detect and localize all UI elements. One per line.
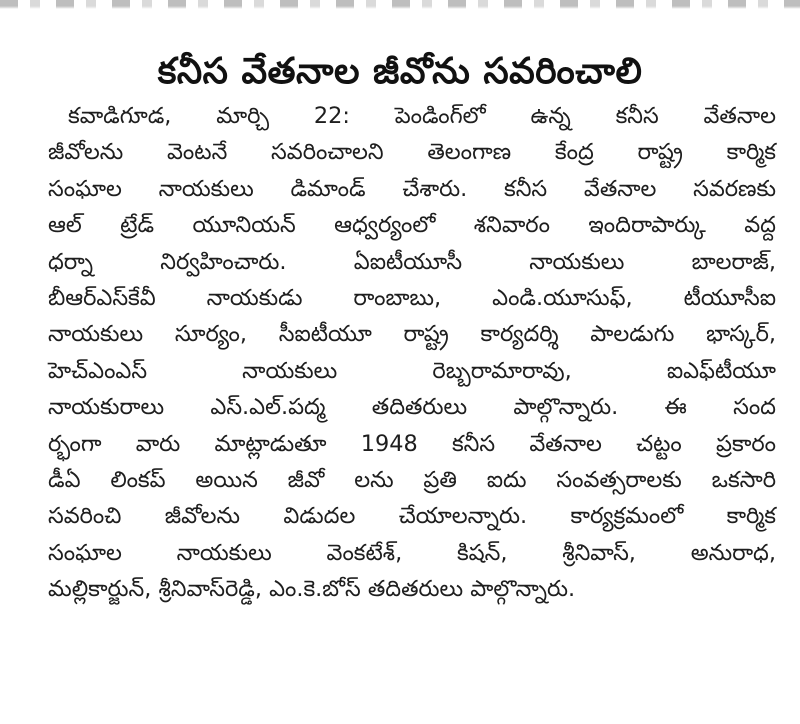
article-line: సంఘాల నాయకులు వెంకటేశ్, కిషన్, శ్రీనివాస్, అనురాధ, [48, 539, 776, 566]
article-headline: కనీస వేతనాల జీవోను సవరించాలి [157, 51, 643, 93]
article-line: కవాడిగూడ, మార్చి 22: పెండింగ్‌లో ఉన్న కనీస వేతనాల [68, 103, 776, 129]
article-line: ధర్నా నిర్వహించారు. ఏఐటీయూసీ నాయకులు బాలరాజ్, [48, 248, 776, 275]
article-line: సంఘాల నాయకులు డిమాండ్ చేశారు. కనీస వేతనాల సవరణకు [48, 175, 776, 202]
article-line: మల్లికార్జున్, శ్రీనివాస్‌రెడ్డి, ఎం.కె.బోస్ తదితరులు పాల్గొన్నారు. [48, 576, 576, 603]
clipped-previous-line [0, 0, 800, 14]
article-body [48, 98, 776, 607]
article-line: ర్భంగా వారు మాట్లాడుతూ 1948 కనీస వేతనాల చట్టం ప్రకారం [48, 430, 776, 457]
article-line: నాయకులు సూర్యం, సీఐటీయూ రాష్ట్ర కార్యదర్శి పాలడుగు భాస్కర్, [48, 321, 776, 348]
article-line: బీఆర్ఎస్‌కేవీ నాయకుడు రాంబాబు, ఎండి.యూసుఫ్, టీయూసీఐ [48, 284, 776, 311]
article-line: ఆల్ ట్రేడ్ యూనియన్ ఆధ్వర్యంలో శనివారం ఇందిరాపార్కు వద్ద [48, 212, 776, 239]
article-line: నాయకురాలు ఎస్.ఎల్.పద్మ తదితరులు పాల్గొన్నారు. ఈ సంద [48, 394, 776, 421]
article-line: సవరించి జీవోలను విడుదల చేయాలన్నారు. కార్యక్రమంలో కార్మిక [48, 503, 776, 530]
article-line: జీవోలను వెంటనే సవరించాలని తెలంగాణ కేంద్ర రాష్ట్ర కార్మిక [48, 139, 776, 166]
clipped-text-fragment [0, 0, 800, 14]
article-line: డీఏ లింకప్ అయిన జీవో లను ప్రతి ఐదు సంవత్సరాలకు ఒకసారి [48, 466, 776, 493]
article-line: హెచ్ఎంఎస్ నాయకులు రెబ్బరామారావు, ఐఎఫ్‌టీయూ [48, 357, 776, 384]
